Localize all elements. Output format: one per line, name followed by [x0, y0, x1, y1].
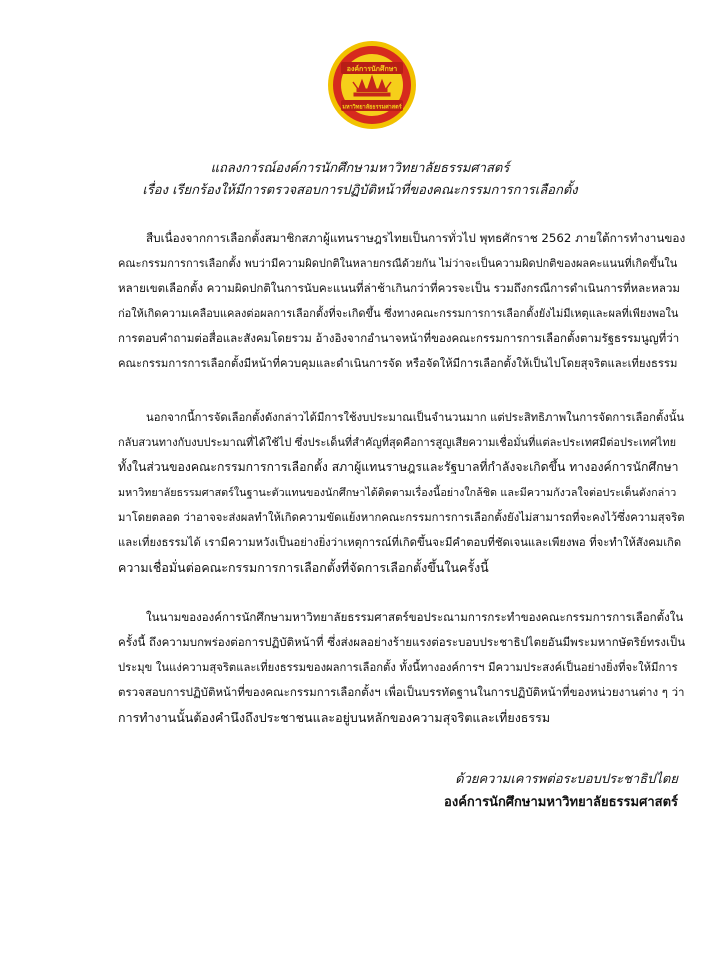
- paragraph-line: ตรวจสอบการปฏิบัติหน้าที่ของคณะกรรมการเลือกตั้งฯ เพื่อเป็นบรรทัดฐานในการปฏิบัติหน้าที่ของหน่วยงานต่าง ๆ ว่า: [118, 685, 685, 699]
- closing-salutation: ด้วยความเคารพต่อระบอบประชาธิปไตย: [455, 772, 678, 787]
- paragraph-line: ในนามขององค์การนักศึกษามหาวิทยาลัยธรรมศาสตร์ขอประณามการกระทำของคณะกรรมการการเลือกตั้งใน: [146, 610, 684, 624]
- paragraph-line: และเที่ยงธรรมได้ เรามีความหวังเป็นอย่างยิ่งว่าเหตุการณ์ที่เกิดขึ้นจะมีคำตอบที่ชัดเจนและเพียงพอ ที่จะทำให้สังคมเกิด: [118, 536, 682, 549]
- paragraph-line: กลับสวนทางกับงบประมาณที่ได้ใช้ไป ซึ่งประเด็นที่สำคัญที่สุดคือการสูญเสียความเชื่อมั่นที่แต่ละประเทศมีต่อประเทศไทย: [118, 436, 677, 449]
- signature-organization: องค์การนักศึกษามหาวิทยาลัยธรรมศาสตร์: [444, 795, 678, 810]
- paragraph-line: คณะกรรมการการเลือกตั้ง พบว่ามีความผิดปกติในหลายกรณีด้วยกัน ไม่ว่าจะเป็นความผิดปกติของผลคะแนนที่เกิดขึ้นใน: [118, 257, 678, 270]
- paragraph-line: ความเชื่อมั่นต่อคณะกรรมการการเลือกตั้งที่จัดการเลือกตั้งขึ้นในครั้งนี้: [118, 560, 489, 575]
- seal-top-text: องค์การนักศึกษา: [346, 65, 398, 73]
- paragraph-line: นอกจากนี้การจัดเลือกตั้งดังกล่าวได้มีการใช้งบประมาณเป็นจำนวนมาก แต่ประสิทธิภาพในการจัดการเลือกตั้งนั้น: [146, 411, 685, 424]
- paragraph-line: การตอบคำถามต่อสื่อและสังคมโดยรวม อ้างอิงจากอำนาจหน้าที่ของคณะกรรมการการเลือกตั้งตามรัฐธรรมนูญที่ว่า: [118, 331, 680, 345]
- paragraph-line: ครั้งนี้ ถึงความบกพร่องต่อการปฏิบัติหน้าที่ ซึ่งส่งผลอย่างร้ายแรงต่อระบอบประชาธิปไตยอันมีพระมหากษัตริย์ทรงเป็น: [118, 635, 686, 649]
- paragraph-line: ก่อให้เกิดความเคลือบแคลงต่อผลการเลือกตั้งที่จะเกิดขึ้น ซึ่งทางคณะกรรมการการเลือกตั้งยังไม่มีเหตุและผลที่เพียงพอใน: [118, 307, 679, 320]
- paragraph-line: มาโดยตลอด ว่าอาจจะส่งผลทำให้เกิดความขัดแย้งหากคณะกรรมการการเลือกตั้งยังไม่สามารถที่จะคงไว้ซึ่งความสุจริต: [118, 511, 685, 524]
- paragraph-line: การทำงานนั้นต้องคำนึงถึงประชาชนและอยู่บนหลักของความสุจริตและเที่ยงธรรม: [118, 710, 551, 725]
- paragraph-line: สืบเนื่องจากการเลือกตั้งสมาชิกสภาผู้แทนราษฎรไทยเป็นการทั่วไป พุทธศักราช 2562 ภายใต้การทำงานของ: [146, 231, 686, 245]
- paragraph-line: คณะกรรมการการเลือกตั้งมีหน้าที่ควบคุมและดำเนินการจัด หรือจัดให้มีการเลือกตั้งให้เป็นไปโดยสุจริตและเที่ยงธรรม: [118, 357, 678, 370]
- paragraph-1: [118, 226, 686, 376]
- paragraph-line: มหาวิทยาลัยธรรมศาสตร์ในฐานะตัวแทนของนักศึกษาได้ติดตามเรื่องนี้อย่างใกล้ชิด และมีความกังวลใจต่อประเด็นดังกล่าว: [118, 486, 677, 499]
- seal-bottom-text: มหาวิทยาลัยธรรมศาสตร์: [342, 104, 402, 111]
- paragraph-line: ทั้งในส่วนของคณะกรรมการการเลือกตั้ง สภาผู้แทนราษฎรและรัฐบาลที่กำลังจะเกิดขึ้น ทางองค์การนักศึกษา: [118, 460, 679, 474]
- statement-subject: เรื่อง เรียกร้องให้มีการตรวจสอบการปฏิบัติหน้าที่ของคณะกรรมการการเลือกตั้ง: [142, 183, 578, 198]
- student-union-seal: [327, 40, 417, 130]
- paragraph-line: ประมุข ในแง่ความสุจริตและเที่ยงธรรมของผลการเลือกตั้ง ทั้งนี้ทางองค์การฯ มีความประสงค์เป็นอย่างยิ่งที่จะให้มีการ: [118, 661, 678, 674]
- paragraph-3: [118, 605, 686, 730]
- statement-title: แถลงการณ์องค์การนักศึกษามหาวิทยาลัยธรรมศาสตร์: [210, 161, 510, 176]
- paragraph-line: หลายเขตเลือกตั้ง ความผิดปกติในการนับคะแนนที่ล่าช้าเกินกว่าที่ควรจะเป็น รวมถึงกรณีการดำเนินการที่หละหลวม: [118, 281, 681, 295]
- paragraph-2: [118, 405, 686, 580]
